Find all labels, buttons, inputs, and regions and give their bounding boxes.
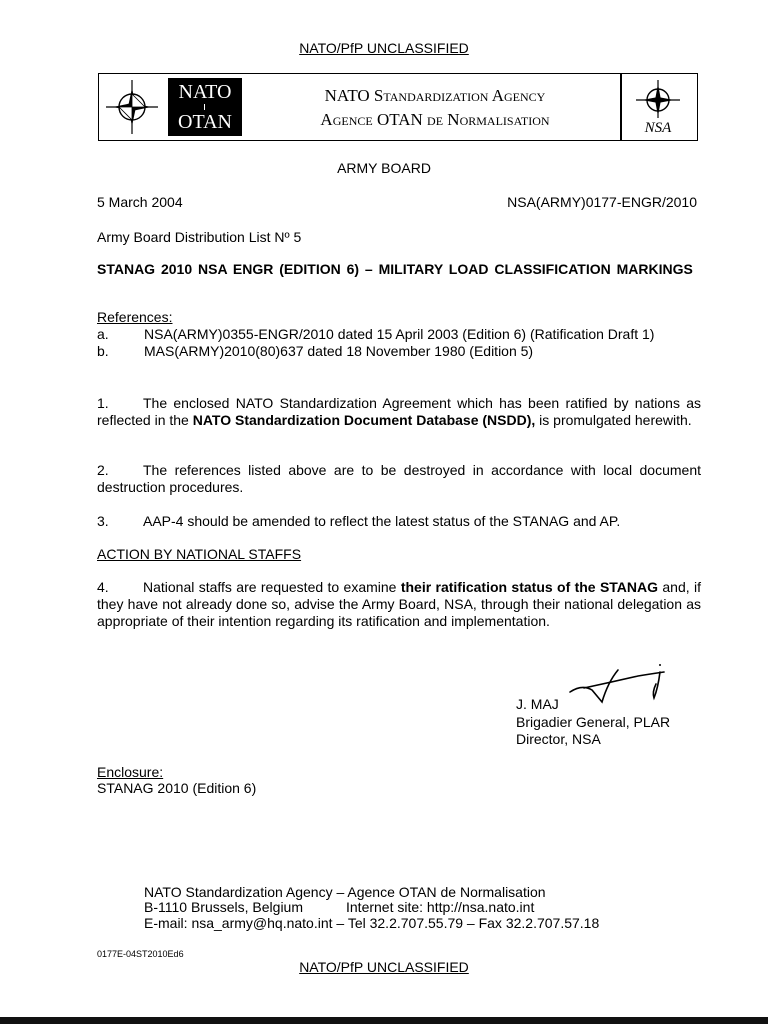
signatory-title: Brigadier General, PLAR <box>516 714 671 730</box>
board-name: ARMY BOARD <box>337 160 431 176</box>
reference-number: NSA(ARMY)0177-ENGR/2010 <box>507 194 697 210</box>
document-code: 0177E-04ST2010Ed6 <box>97 949 184 959</box>
signatory-name: J. MAJ <box>516 696 559 712</box>
paragraph-1 <box>97 395 701 429</box>
nsa-logo-text: NSA <box>644 120 672 136</box>
enclosure-text: STANAG 2010 (Edition 6) <box>97 780 257 796</box>
footer-address: B-1110 Brussels, Belgium <box>144 899 303 915</box>
action-heading: ACTION BY NATIONAL STAFFS <box>97 546 302 562</box>
enclosure-heading: Enclosure: <box>97 764 164 780</box>
reference-text: MAS(ARMY)2010(80)637 dated 18 November 1980 (Edition 5) <box>144 343 534 359</box>
scan-edge <box>0 1017 768 1024</box>
ratification-emphasis: their ratification status of the STANAG <box>400 579 659 595</box>
classification-bottom: NATO/PfP UNCLASSIFIED <box>299 959 469 975</box>
distribution-list: Army Board Distribution List Nº 5 <box>97 229 302 245</box>
nsa-logo-icon <box>628 78 688 136</box>
nato-otan-logo <box>168 78 242 136</box>
paragraph-3 <box>97 513 701 530</box>
subject-line: STANAG 2010 NSA ENGR (EDITION 6) – MILITARY LOAD CLASSIFICATION MARKINGS <box>97 261 693 277</box>
reference-text: NSA(ARMY)0355-ENGR/2010 dated 15 April 2003 (Edition 6) (Ratification Draft 1) <box>144 326 655 342</box>
classification-top: NATO/PfP UNCLASSIFIED <box>299 40 469 56</box>
otan-label: OTAN <box>178 111 232 133</box>
nsdd-emphasis: NATO Standardization Document Database (NSDD), <box>192 412 536 428</box>
paragraph-text: is promulgated herewith. <box>535 412 692 428</box>
paragraph-text: The references listed above are to be destroyed in accordance with local document destruction procedures. <box>97 462 701 495</box>
handwritten-signature <box>562 662 672 712</box>
paragraph-4 <box>97 579 701 630</box>
reference-item <box>97 343 701 360</box>
footer-internet: Internet site: http://nsa.nato.int <box>346 899 535 915</box>
paragraph-text: The enclosed NATO Standardization Agreement which has been ratified by nations as reflected in the <box>97 395 701 428</box>
paragraph-text: National staffs are requested to examine <box>143 579 401 595</box>
reference-item <box>97 326 701 343</box>
header-divider <box>620 73 622 141</box>
agency-name <box>250 84 620 132</box>
references-heading: References: <box>97 309 173 325</box>
nato-compass-icon <box>104 78 160 136</box>
paragraph-2 <box>97 462 701 496</box>
nato-label: NATO <box>178 81 232 103</box>
paragraph-text: and, if they have not already done so, advise the Army Board, NSA, through their national delegation as appropriate of their intention regarding its ratification and implementation. <box>97 579 701 629</box>
paragraph-number: 4. <box>97 579 109 595</box>
signatory-position: Director, NSA <box>516 731 601 747</box>
reference-label: b. <box>97 343 109 359</box>
paragraph-number: 3. <box>97 513 109 529</box>
reference-label: a. <box>97 326 109 342</box>
footer-contact: E-mail: nsa_army@hq.nato.int – Tel 32.2.707.55.79 – Fax 32.2.707.57.18 <box>144 915 600 931</box>
paragraph-text: AAP-4 should be amended to reflect the latest status of the STANAG and AP. <box>143 513 621 529</box>
letter-date: 5 March 2004 <box>97 194 183 210</box>
footer-agency: NATO Standardization Agency – Agence OTAN de Normalisation <box>144 884 546 900</box>
agency-name-fr: Agence OTAN de Normalisation <box>320 110 550 129</box>
paragraph-number: 2. <box>97 462 109 478</box>
paragraph-number: 1. <box>97 395 109 411</box>
agency-name-en: NATO Standardization Agency <box>324 86 546 105</box>
